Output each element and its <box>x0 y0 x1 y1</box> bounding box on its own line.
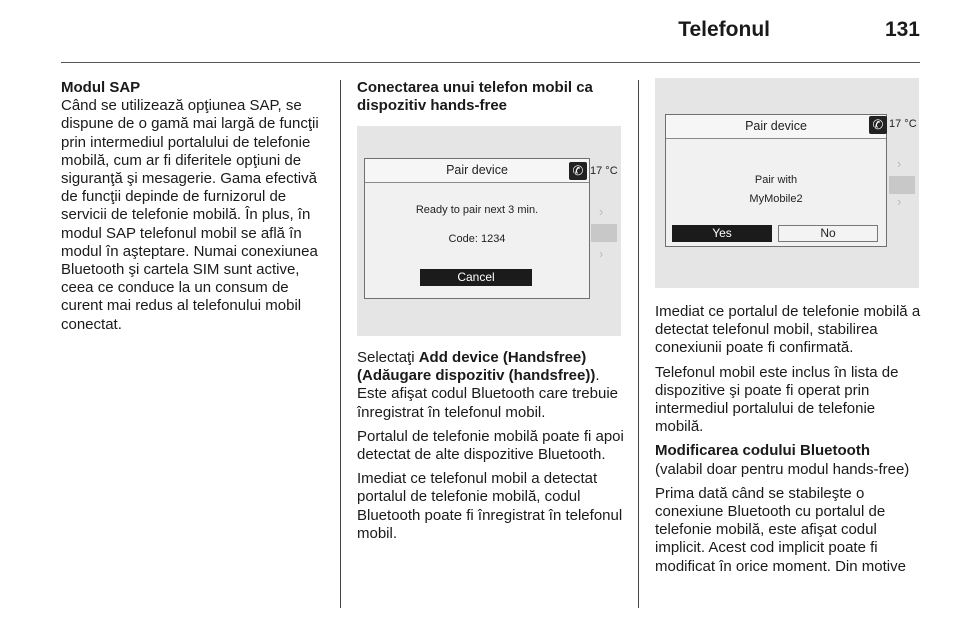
register-paragraph: Imediat ce telefonul mobil a detectat portalul de telefonie mobilă, codul Bluetooth poate fi înregistrat în telefonul mobil. <box>357 470 623 542</box>
column-2-text <box>357 349 629 549</box>
phone-icon: ✆ <box>869 116 887 134</box>
temperature-readout: 17 °C <box>889 118 917 130</box>
add-device-option: Add device (Handsfree) (Adăugare dispozitiv (handsfree)) <box>357 349 596 385</box>
pair-with-screenshot <box>655 78 919 288</box>
screen-title: Pair device <box>745 119 807 133</box>
default-code-paragraph: Prima dată când se stabileşte o conexiune Bluetooth cu portalul de telefonie mobilă, este afişat codul implicit. Acest cod implicit poate fi modificat în orice moment. Din motive <box>655 484 906 575</box>
side-highlight <box>889 176 915 194</box>
column-3-text <box>655 303 927 582</box>
side-scroll <box>591 190 617 290</box>
pairing-heading: Conectarea unui telefon mobil ca dispozitiv hands-free <box>357 79 593 115</box>
sap-paragraph: Când se utilizează opţiunea SAP, se dispune de o gamă mai largă de funcţii prin intermediul portalului de telefonie mobilă, cum ar fi diferitele opţiuni de siguranţă şi mesagerie. Gama efectivă de funcţii depinde de furnizorul de servicii de telefonie mobilă. În plus, în modul SAP telefonul mobil se află în modul în aşteptare. Numai conexiunea Bluetooth şi cartela SIM sunt active, ceea ce conduce la un consum de curent mai redus al telefonului mobil conectat. <box>61 97 319 333</box>
section-title: Telefonul <box>678 18 770 41</box>
yes-button[interactable]: Yes <box>672 225 772 242</box>
temperature-readout: 17 °C <box>590 165 618 177</box>
pair-device-screen <box>364 158 590 299</box>
select-paragraph <box>357 349 629 422</box>
detect-paragraph: Portalul de telefonie mobilă poate fi apoi detectat de alte dispozitive Bluetooth. <box>357 427 624 464</box>
side-scroll <box>889 148 915 248</box>
cancel-button[interactable]: Cancel <box>420 269 532 286</box>
pair-device-screenshot <box>357 126 621 336</box>
chevron-right-icon[interactable]: › <box>897 194 902 209</box>
select-prefix: Selectaţi <box>357 349 415 366</box>
chevron-right-icon[interactable]: › <box>897 156 902 171</box>
column-divider <box>638 80 639 608</box>
screen-title: Pair device <box>446 163 508 177</box>
side-highlight <box>591 224 617 242</box>
device-list-paragraph: Telefonul mobil este inclus în lista de dispozitive şi poate fi operat prin intermediul portalului de telefonie mobilă. <box>655 363 899 436</box>
page-number: 131 <box>884 18 920 41</box>
chevron-right-icon[interactable]: › <box>599 204 604 219</box>
change-code-heading: Modificarea codului Bluetooth <box>655 442 871 460</box>
confirm-paragraph: Imediat ce portalul de telefonie mobilă a detectat telefonul mobil, stabilirea conexiunii poate fi confirmată. <box>655 303 921 357</box>
column-divider <box>340 80 341 608</box>
pair-with-screen <box>665 114 887 247</box>
ready-text: Ready to pair next 3 min. <box>415 204 539 216</box>
no-button[interactable]: No <box>778 225 878 242</box>
header-divider <box>61 62 920 63</box>
handsfree-note: (valabil doar pentru modul hands-free) <box>655 460 910 478</box>
pair-with-text: Pair with <box>754 174 798 186</box>
chevron-right-icon[interactable]: › <box>599 246 604 261</box>
device-name-text: MyMobile2 <box>749 193 803 205</box>
phone-icon: ✆ <box>569 162 587 180</box>
pair-code-text: Code: 1234 <box>448 233 506 245</box>
sap-heading: Modul SAP <box>61 79 141 96</box>
column-2 <box>357 79 627 115</box>
column-1 <box>61 79 329 340</box>
select-suffix: . Este afişat codul Bluetooth care trebuie înregistrat în telefonul mobil. <box>357 367 618 421</box>
